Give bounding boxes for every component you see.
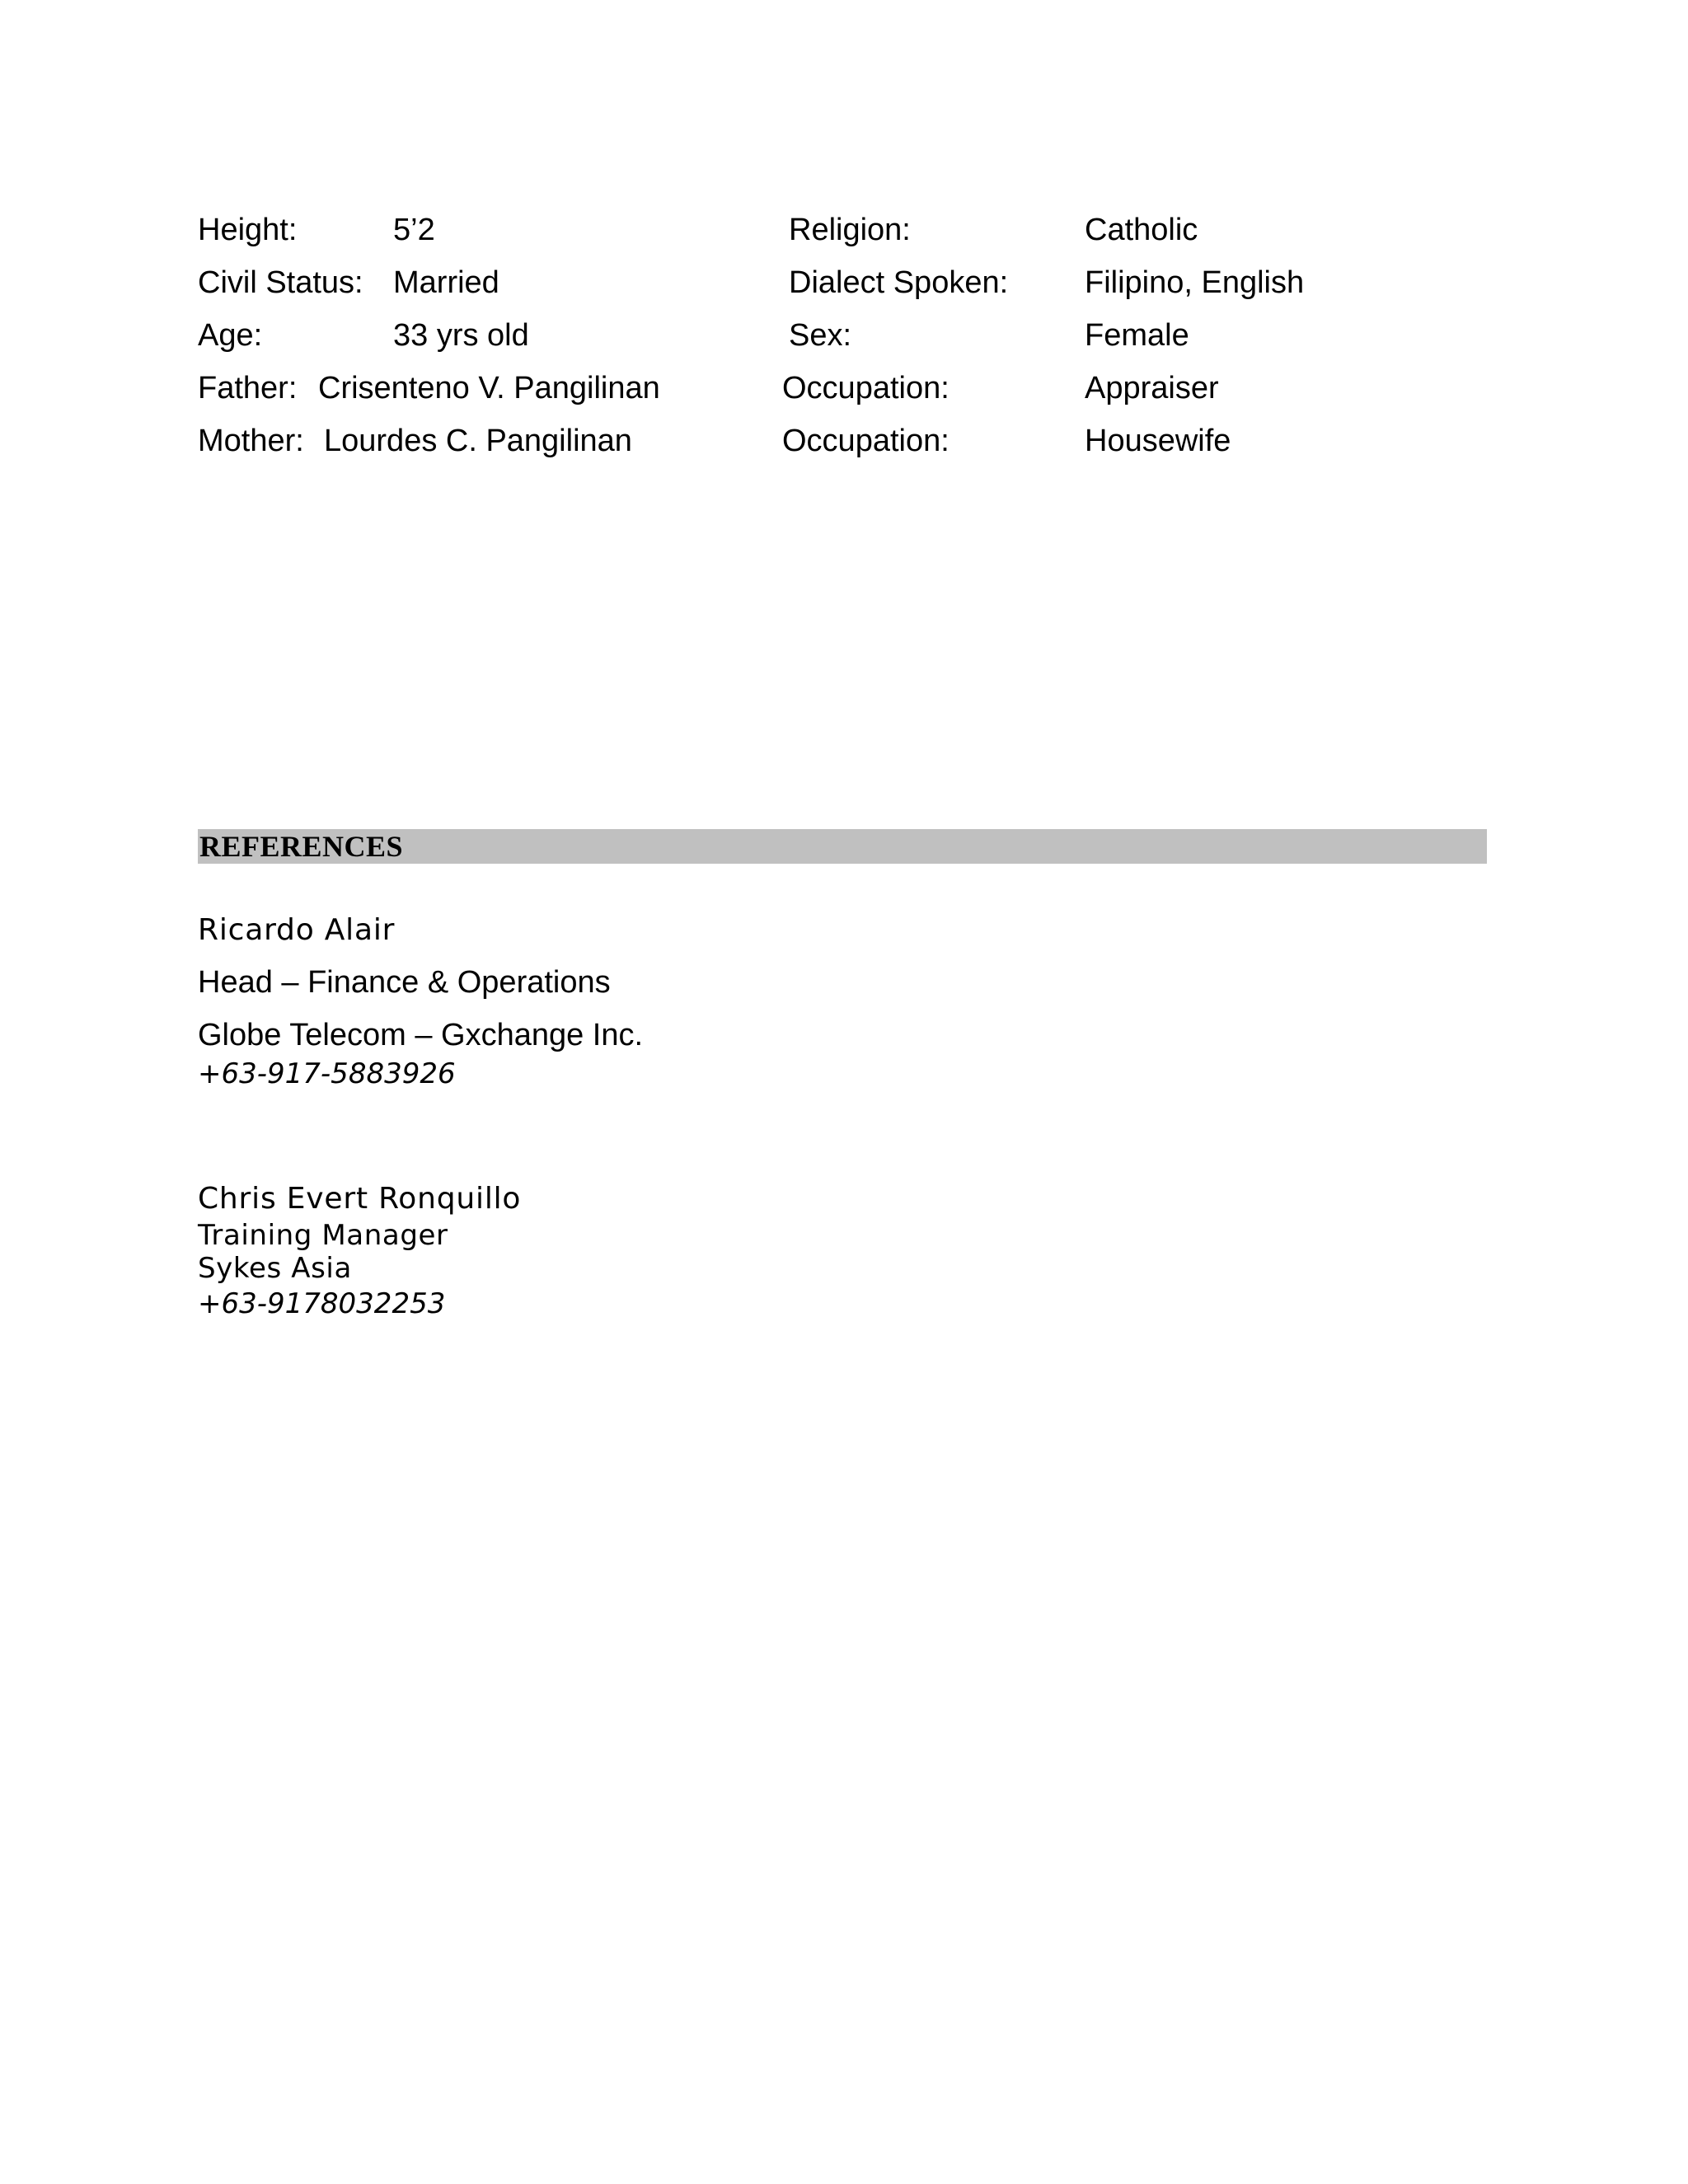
sex-label: Sex: xyxy=(789,318,852,353)
father-occupation-label: Occupation: xyxy=(782,371,950,405)
reference-1-phone: +63-917-5883926 xyxy=(198,1057,456,1090)
reference-2-title: Training Manager xyxy=(198,1219,448,1252)
mother-occupation-value: Housewife xyxy=(1085,424,1231,458)
religion-value: Catholic xyxy=(1085,213,1198,247)
civil-status-label: Civil Status: xyxy=(198,265,363,300)
sex-value: Female xyxy=(1085,318,1189,353)
dialect-label: Dialect Spoken: xyxy=(789,265,1009,300)
father-value: Crisenteno V. Pangilinan xyxy=(318,371,660,405)
father-occupation-value: Appraiser xyxy=(1085,371,1219,405)
reference-1-title: Head – Finance & Operations xyxy=(198,965,611,1000)
mother-label: Mother: xyxy=(198,424,304,458)
reference-1-name: Ricardo Alair xyxy=(198,913,396,947)
reference-1-company: Globe Telecom – Gxchange Inc. xyxy=(198,1018,644,1052)
reference-2-company: Sykes Asia xyxy=(198,1252,352,1285)
religion-label: Religion: xyxy=(789,213,911,247)
height-value: 5’2 xyxy=(393,213,435,247)
reference-2-name: Chris Evert Ronquillo xyxy=(198,1182,522,1216)
age-label: Age: xyxy=(198,318,263,353)
height-label: Height: xyxy=(198,213,298,247)
father-label: Father: xyxy=(198,371,298,405)
dialect-value: Filipino, English xyxy=(1085,265,1305,300)
age-value: 33 yrs old xyxy=(393,318,529,353)
civil-status-value: Married xyxy=(393,265,499,300)
reference-2-phone: +63-9178032253 xyxy=(198,1287,446,1320)
mother-occupation-label: Occupation: xyxy=(782,424,950,458)
references-heading: REFERENCES xyxy=(199,830,404,863)
mother-value: Lourdes C. Pangilinan xyxy=(324,424,632,458)
